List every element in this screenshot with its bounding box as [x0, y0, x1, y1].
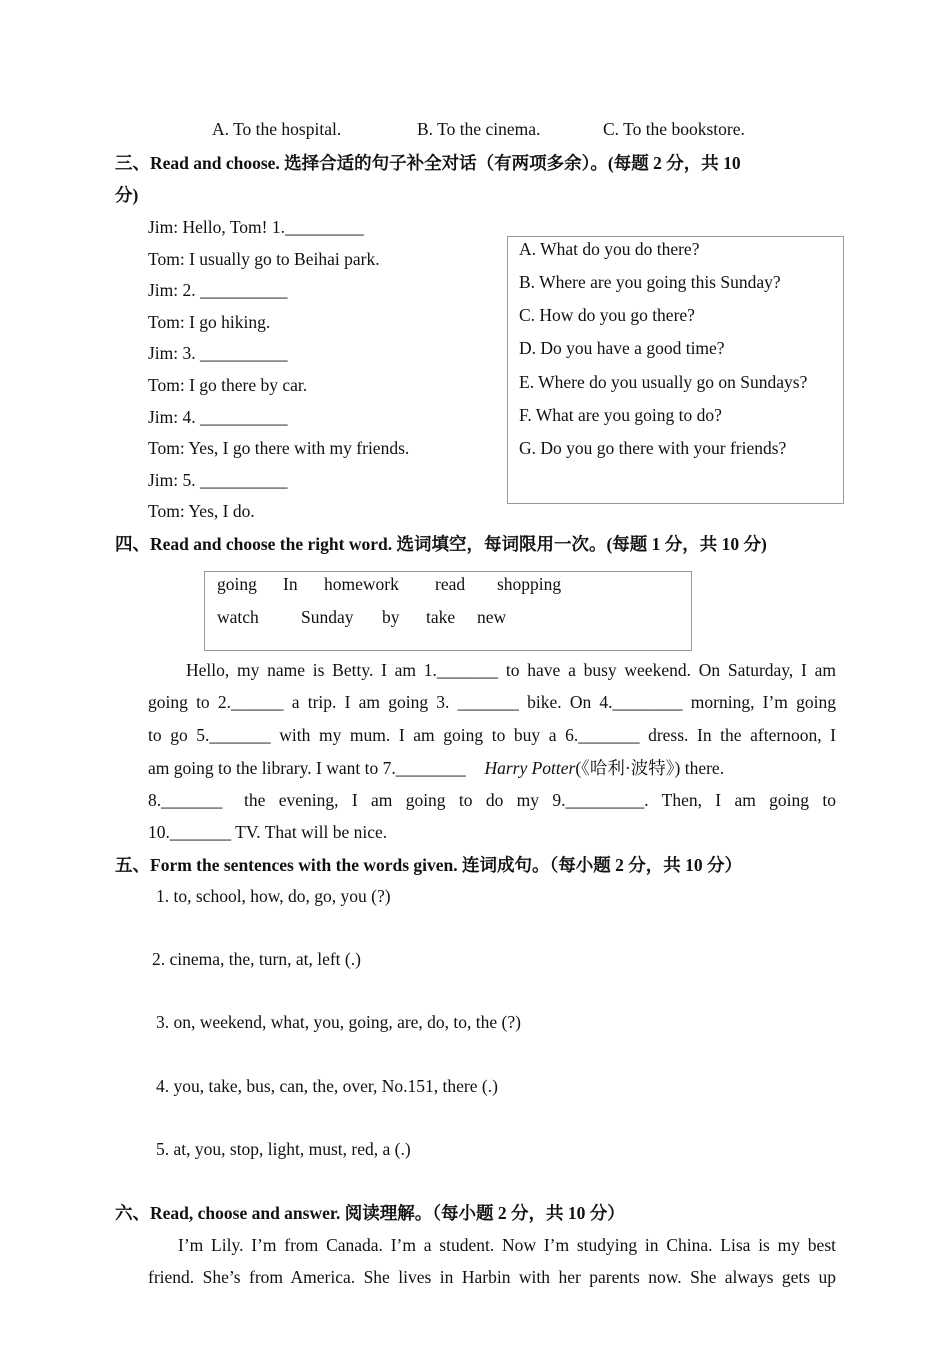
sentence-option: E. Where do you usually go on Sundays? — [519, 372, 808, 392]
word-read: read — [435, 574, 466, 594]
reading-line: I’m Lily. I’m from Canada. I’m a student. Now I’m studying in China. Lisa is my best — [178, 1235, 836, 1255]
passage-text: am going to the library. I want to 7.________ — [148, 758, 466, 778]
word-watch: watch — [217, 607, 259, 627]
word-new: new — [477, 607, 507, 627]
sentence-item: 4. you, take, bus, can, the, over, No.151, there (.) — [156, 1076, 498, 1096]
dialogue-line: Tom: Yes, I do. — [148, 501, 255, 521]
sentence-item: 1. to, school, how, do, go, you (?) — [156, 886, 391, 906]
word-going: going — [217, 574, 257, 594]
sentence-option: G. Do you go there with your friends? — [519, 438, 787, 458]
option-b-cinema: B. To the cinema. — [417, 119, 541, 139]
word-by: by — [382, 607, 400, 627]
word-take: take — [426, 607, 456, 627]
sentence-option: C. How do you go there? — [519, 305, 695, 325]
passage-text: (《哈利·波特》) there. — [575, 758, 725, 778]
passage-line: 10._______ TV. That will be nice. — [148, 822, 388, 842]
section4-word-box — [204, 571, 692, 651]
dialogue-line: Jim: 5. __________ — [148, 470, 288, 490]
section6-title: 六、Read, choose and answer. 阅读理解。（每小题 2 分，共 10 分） — [115, 1203, 625, 1223]
passage-text: the evening, I am going to do my 9._________. Then, I am going to — [244, 790, 836, 810]
dialogue-line: Jim: 4. __________ — [148, 407, 288, 427]
sentence-item: 5. at, you, stop, light, must, red, a (.) — [156, 1139, 411, 1159]
sentence-item: 3. on, weekend, what, you, going, are, do, to, the (?) — [156, 1012, 521, 1032]
dialogue-line: Tom: I go hiking. — [148, 312, 271, 332]
section5-title: 五、Form the sentences with the words given. 连词成句。（每小题 2 分，共 10 分） — [115, 855, 743, 875]
dialogue-line: Tom: I usually go to Beihai park. — [148, 249, 380, 269]
dialogue-line: Jim: Hello, Tom! 1._________ — [148, 217, 364, 237]
word-shopping: shopping — [497, 574, 562, 594]
section4-title: 四、Read and choose the right word. 选词填空，每词限用一次。(每题 1 分，共 10 分) — [115, 534, 767, 554]
passage-line: Hello, my name is Betty. I am 1._______ to have a busy weekend. On Saturday, I am — [186, 660, 836, 680]
dialogue-line: Tom: Yes, I go there with my friends. — [148, 438, 410, 458]
section3-options-box — [507, 236, 844, 504]
sentence-option: A. What do you do there? — [519, 239, 700, 259]
passage-line-harry-potter — [148, 757, 836, 779]
section3-title-cont: 分) — [115, 185, 139, 205]
reading-line: friend. She’s from America. She lives in Harbin with her parents now. She always gets up — [148, 1267, 836, 1287]
word-homework: homework — [324, 574, 399, 594]
option-a-hospital: A. To the hospital. — [212, 119, 342, 139]
word-in: In — [283, 574, 298, 594]
passage-line: to go 5._______ with my mum. I am going to buy a 6._______ dress. In the afternoon, I — [148, 725, 836, 745]
passage-line-evening — [148, 789, 836, 811]
sentence-option: D. Do you have a good time? — [519, 338, 725, 358]
passage-line: going to 2.______ a trip. I am going 3. _______ bike. On 4.________ morning, I’m going — [148, 692, 836, 712]
passage-blank: 8._______ — [148, 790, 223, 810]
book-title: Harry Potter — [484, 758, 576, 778]
word-sunday: Sunday — [301, 607, 354, 627]
sentence-option: F. What are you going to do? — [519, 405, 722, 425]
dialogue-line: Tom: I go there by car. — [148, 375, 308, 395]
dialogue-line: Jim: 3. __________ — [148, 343, 288, 363]
option-c-bookstore: C. To the bookstore. — [603, 119, 745, 139]
section3-title: 三、Read and choose. 选择合适的句子补全对话（有两项多余）。(每题 2 分，共 10 — [115, 153, 741, 173]
dialogue-line: Jim: 2. __________ — [148, 280, 288, 300]
sentence-option: B. Where are you going this Sunday? — [519, 272, 781, 292]
sentence-item: 2. cinema, the, turn, at, left (.) — [152, 949, 361, 969]
